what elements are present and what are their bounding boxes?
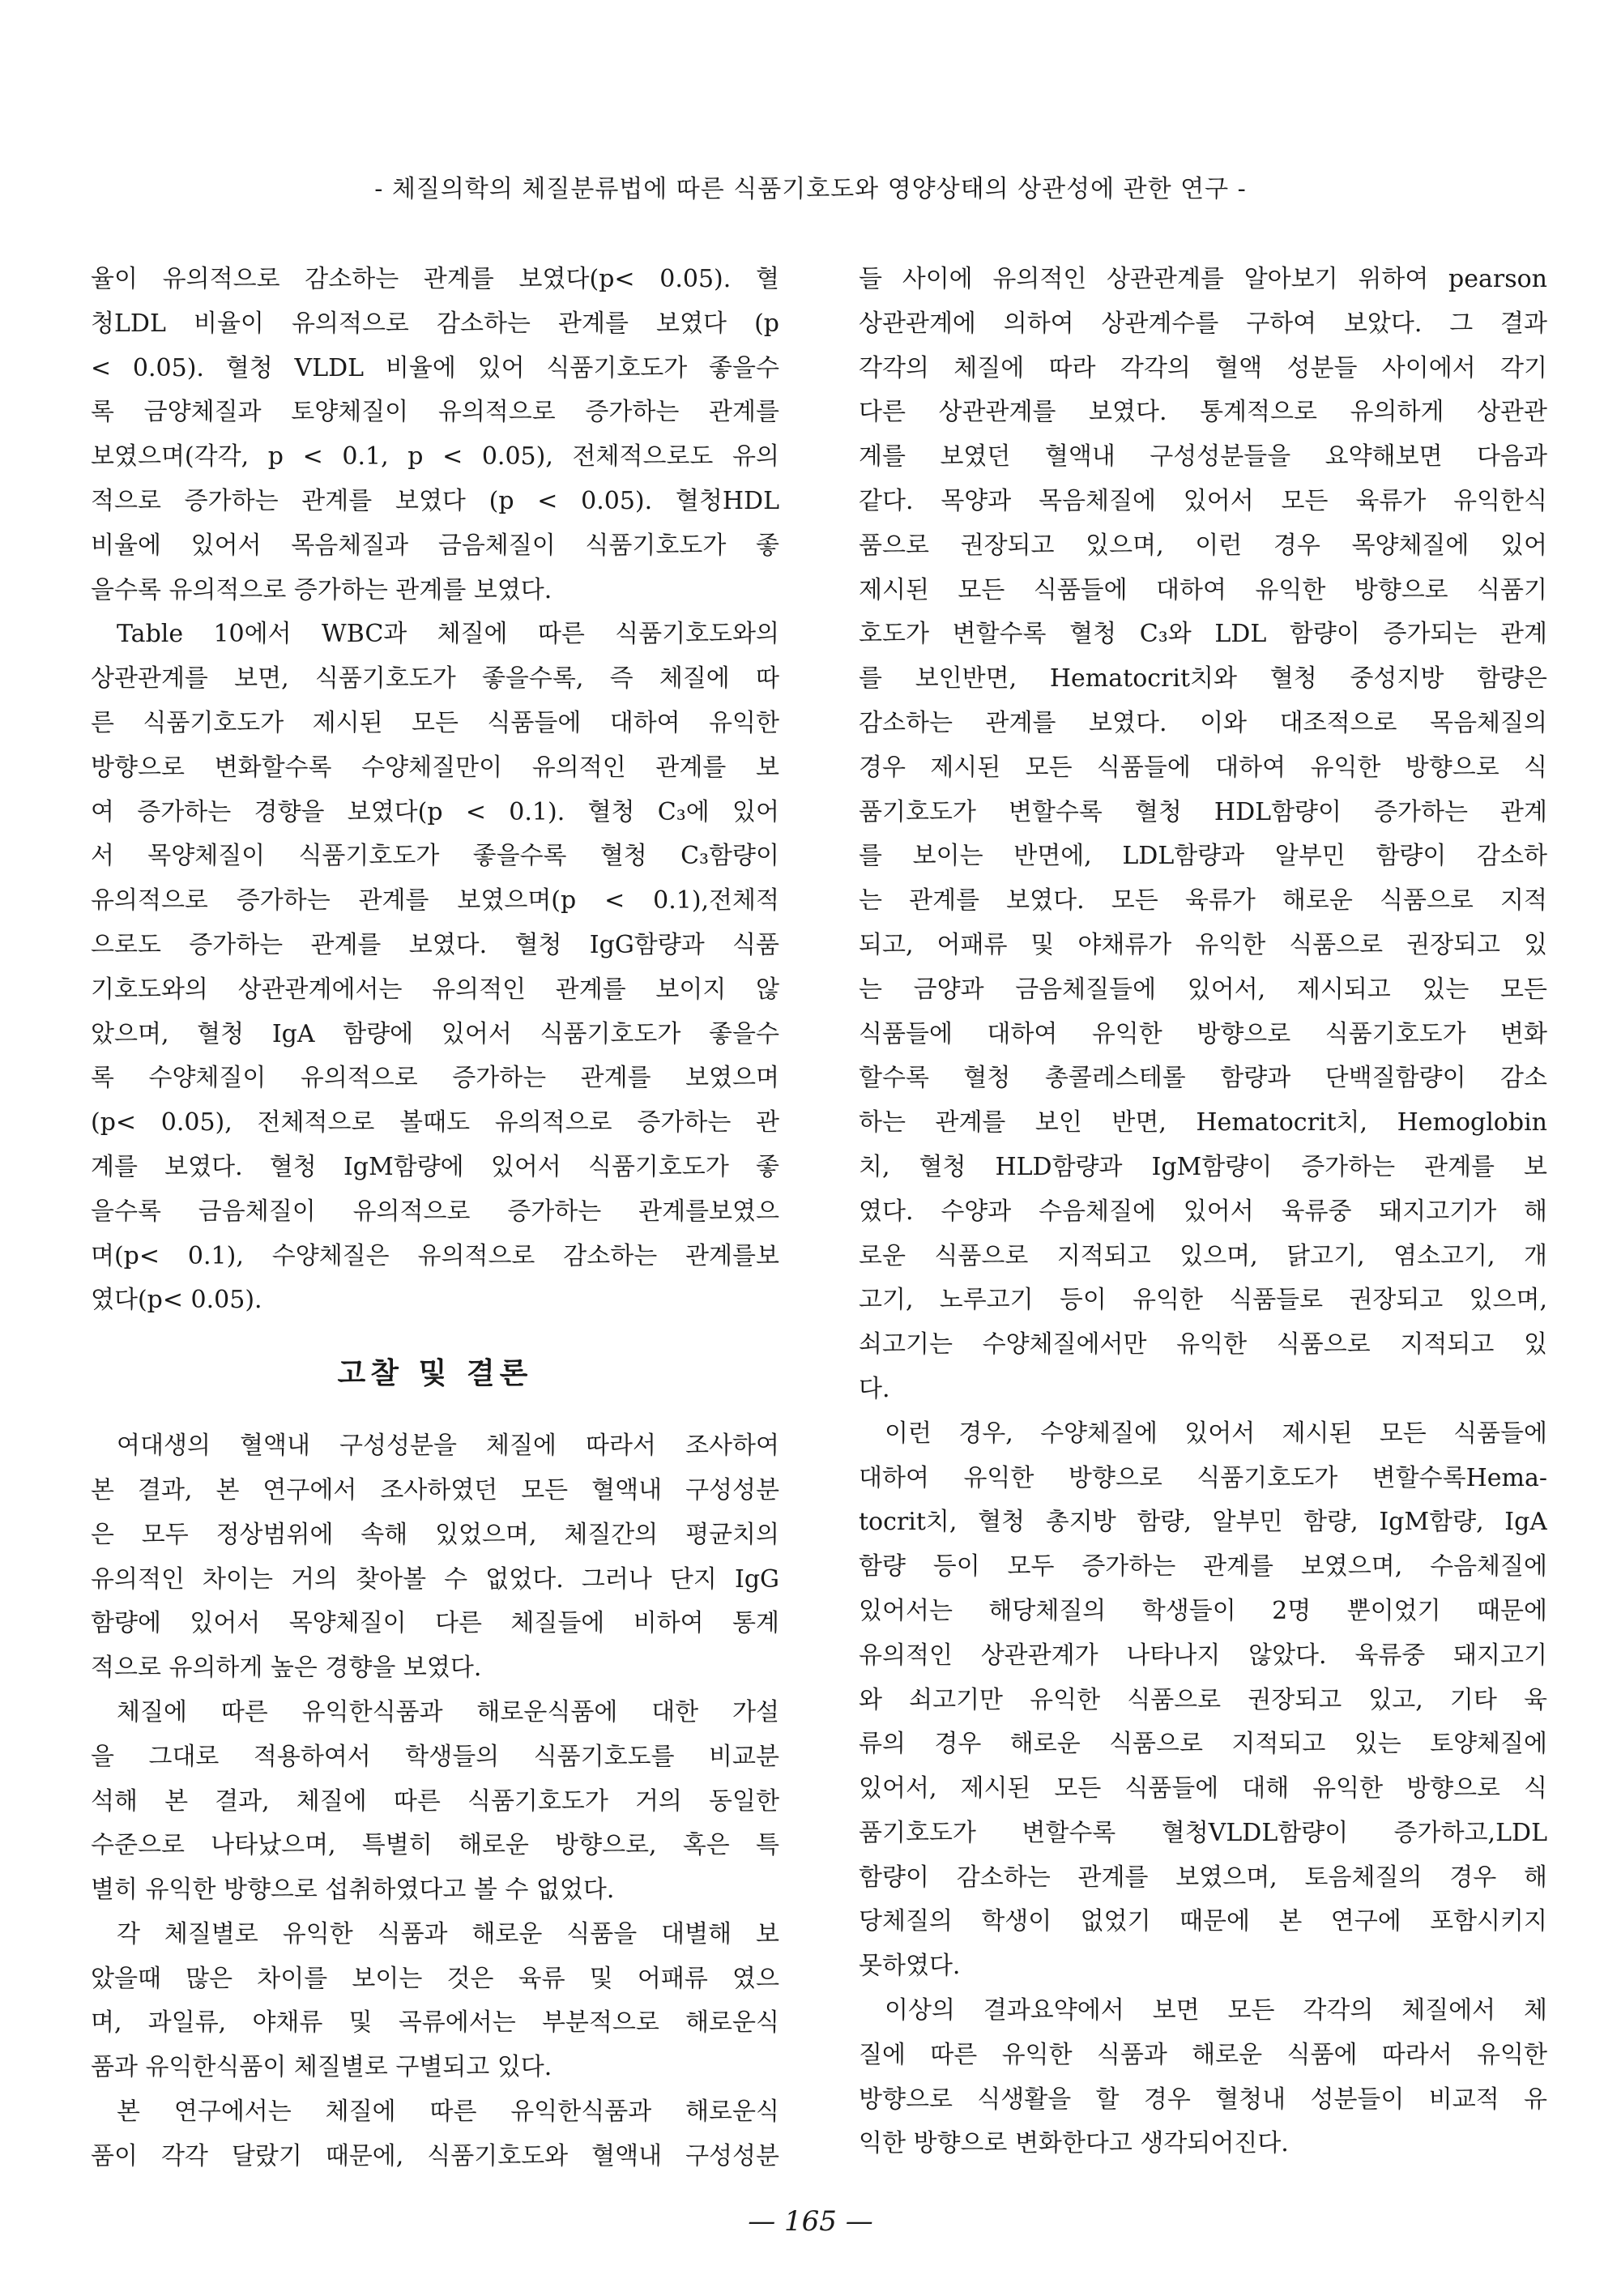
- text-line: 계를 보였던 혈액내 구성성분들을 요약해보면 다음과: [859, 442, 1547, 472]
- paragraph: [859, 1412, 1547, 1989]
- paragraph: [91, 1424, 779, 1691]
- text-line: 며(p< 0.1), 수양체질은 유의적으로 감소하는 관계를보: [91, 1241, 779, 1270]
- text-line: 서 목양체질이 식품기호도가 좋을수록 혈청 C₃함량이: [91, 842, 779, 871]
- text-line: 있어서, 제시된 모든 식품들에 대해 유익한 방향으로 식: [859, 1774, 1547, 1803]
- text-line: 적으로 유의하게 높은 경향을 보였다.: [91, 1654, 482, 1683]
- text-line: 유의적으로 증가하는 관계를 보였으며(p < 0.1),전체적: [91, 886, 779, 915]
- text-line: 고기, 노루고기 등이 유익한 식품들로 권장되고 있으며,: [859, 1286, 1547, 1315]
- text-line: 못하였다.: [859, 1952, 961, 1981]
- text-line: 들 사이에 유의적인 상관관계를 알아보기 위하여 pearson: [859, 265, 1547, 293]
- right-column: [859, 258, 1547, 2166]
- text-line: 상관관계에 의하여 상관계수를 구하여 보았다. 그 결과: [859, 309, 1547, 338]
- text-line: 을수록 금음체질이 유의적으로 증가하는 관계를보였으: [91, 1197, 779, 1226]
- text-line: tocrit치, 혈청 총지방 함량, 알부민 함량, IgM함량, IgA: [859, 1508, 1547, 1537]
- text-line: 을 그대로 적용하여서 학생들의 식품기호도를 비교분: [91, 1742, 779, 1771]
- text-line: 는 금양과 금음체질들에 있어서, 제시되고 있는 모든: [859, 975, 1547, 1004]
- text-line: 으로도 증가하는 관계를 보였다. 혈청 IgG함량과 식품: [91, 930, 779, 959]
- text-line: 여대생의 혈액내 구성성분을 체질에 따라서 조사하여: [117, 1432, 779, 1461]
- text-line: 유의적인 차이는 거의 찾아볼 수 없었다. 그러나 단지 IgG: [91, 1564, 779, 1594]
- text-line: 와 쇠고기만 유익한 식품으로 권장되고 있고, 기타 육: [859, 1685, 1547, 1714]
- text-line: 류의 경우 해로운 식품으로 지적되고 있는 토양체질에: [859, 1730, 1547, 1759]
- text-line: 로운 식품으로 지적되고 있으며, 닭고기, 염소고기, 개: [859, 1241, 1547, 1270]
- text-line: 였다. 수양과 수음체질에 있어서 육류중 돼지고기가 해: [859, 1197, 1547, 1226]
- text-line: 익한 방향으로 변화한다고 생각되어진다.: [859, 2129, 1289, 2158]
- text-line: 록 금양체질과 토양체질이 유의적으로 증가하는 관계를: [91, 398, 779, 427]
- text-line: 되고, 어패류 및 야채류가 유익한 식품으로 권장되고 있: [859, 930, 1547, 959]
- text-line: Table 10에서 WBC과 체질에 따른 식품기호도와의: [117, 620, 779, 649]
- text-line: 경우 제시된 모든 식품들에 대하여 유익한 방향으로 식: [859, 753, 1547, 782]
- text-line: 상관관계를 보면, 식품기호도가 좋을수록, 즉 체질에 따: [91, 664, 779, 693]
- text-line: 치, 혈청 HLD함량과 IgM함량이 증가하는 관계를 보: [859, 1152, 1547, 1181]
- paragraph: [91, 2090, 779, 2179]
- text-line: 하는 관계를 보인 반면, Hematocrit치, Hemoglobin: [859, 1108, 1547, 1137]
- text-line: 식품들에 대하여 유익한 방향으로 식품기호도가 변화: [859, 1019, 1547, 1048]
- text-line: 른 식품기호도가 제시된 모든 식품들에 대하여 유익한: [91, 708, 779, 737]
- text-line: 각각의 체질에 따라 각각의 혈액 성분들 사이에서 각기: [859, 353, 1547, 382]
- text-line: 품으로 권장되고 있으며, 이런 경우 목양체질에 있어: [859, 531, 1547, 560]
- text-line: 대하여 유익한 방향으로 식품기호도가 변할수록Hema-: [859, 1463, 1547, 1492]
- text-line: 질에 따른 유익한 식품과 해로운 식품에 따라서 유익한: [859, 2040, 1547, 2069]
- text-line: 함량에 있어서 목양체질이 다른 체질들에 비하여 통계: [91, 1609, 779, 1638]
- text-line: (p< 0.05), 전체적으로 볼때도 유의적으로 증가하는 관: [91, 1108, 779, 1137]
- text-line: 유의적인 상관관계가 나타나지 않았다. 육류중 돼지고기: [859, 1641, 1547, 1670]
- text-line: 여 증가하는 경향을 보였다(p < 0.1). 혈청 C₃에 있어: [91, 797, 779, 826]
- text-line: 기호도와의 상관관계에서는 유의적인 관계를 보이지 않: [91, 975, 779, 1004]
- text-line: 청LDL 비율이 유의적으로 감소하는 관계를 보였다 (p: [91, 309, 779, 338]
- text-line: 품과 유익한식품이 체질별로 구별되고 있다.: [91, 2053, 552, 2082]
- paragraph: [91, 1691, 779, 1913]
- paragraph: [91, 258, 779, 612]
- text-line: 를 보인반면, Hematocrit치와 혈청 중성지방 함량은: [859, 664, 1547, 693]
- text-line: 았을때 많은 차이를 보이는 것은 육류 및 어패류 였으: [91, 1964, 779, 1993]
- text-line: 본 결과, 본 연구에서 조사하였던 모든 혈액내 구성성분: [91, 1475, 779, 1504]
- text-line: 별히 유익한 방향으로 섭취하였다고 볼 수 없었다.: [91, 1876, 615, 1905]
- text-line: 였다(p< 0.05).: [91, 1286, 262, 1315]
- text-line: 았으며, 혈청 IgA 함량에 있어서 식품기호도가 좋을수: [91, 1019, 779, 1048]
- text-line: 며, 과일류, 야채류 및 곡류에서는 부분적으로 해로운식: [91, 2008, 779, 2038]
- section-title: 고찰 및 결론: [337, 1357, 533, 1391]
- text-line: 방향으로 식생활을 할 경우 혈청내 성분들이 비교적 유: [859, 2085, 1547, 2114]
- text-line: 계를 보였다. 혈청 IgM함량에 있어서 식품기호도가 좋: [91, 1152, 779, 1181]
- text-line: 품기호도가 변할수록 혈청 HDL함량이 증가하는 관계: [859, 797, 1547, 826]
- text-line: 품이 각각 달랐기 때문에, 식품기호도와 혈액내 구성성분: [91, 2141, 779, 2170]
- text-line: 를 보이는 반면에, LDL함량과 알부민 함량이 감소하: [859, 842, 1547, 871]
- text-line: 다른 상관관계를 보였다. 통계적으로 유의하게 상관관: [859, 398, 1547, 427]
- text-line: 체질에 따른 유익한식품과 해로운식품에 대한 가설: [117, 1697, 779, 1726]
- text-line: 감소하는 관계를 보였다. 이와 대조적으로 목음체질의: [859, 708, 1547, 737]
- text-line: 제시된 모든 식품들에 대하여 유익한 방향으로 식품기: [859, 575, 1547, 604]
- text-line: 함량이 감소하는 관계를 보였으며, 토음체질의 경우 해: [859, 1863, 1547, 1892]
- text-line: 적으로 증가하는 관계를 보였다 (p < 0.05). 혈청HDL: [91, 486, 779, 515]
- text-line: 있어서는 해당체질의 학생들이 2명 뿐이었기 때문에: [859, 1596, 1547, 1625]
- page-number: — 165 —: [748, 2205, 873, 2238]
- text-line: 보였으며(각각, p < 0.1, p < 0.05), 전체적으로도 유의: [91, 442, 779, 472]
- text-line: 함량 등이 모두 증가하는 관계를 보였으며, 수음체질에: [859, 1552, 1547, 1581]
- text-line: 쇠고기는 수양체질에서만 유익한 식품으로 지적되고 있: [859, 1330, 1547, 1359]
- running-header: - 체질의학의 체질분류법에 따른 식품기호도와 영양상태의 상관성에 관한 연구 -: [374, 175, 1247, 203]
- text-line: 본 연구에서는 체질에 따른 유익한식품과 해로운식: [117, 2098, 779, 2127]
- text-line: 호도가 변할수록 혈청 C₃와 LDL 함량이 증가되는 관계: [859, 620, 1547, 649]
- text-line: 비율에 있어서 목음체질과 금음체질이 식품기호도가 좋: [91, 531, 779, 560]
- paragraph: [91, 612, 779, 1323]
- text-line: 은 모두 정상범위에 속해 있었으며, 체질간의 평균치의: [91, 1520, 779, 1549]
- text-line: 수준으로 나타났으며, 특별히 해로운 방향으로, 혹은 특: [91, 1831, 779, 1860]
- text-line: 다.: [859, 1374, 890, 1403]
- paragraph: [859, 258, 1547, 1412]
- text-line: 할수록 혈청 총콜레스테롤 함량과 단백질함량이 감소: [859, 1064, 1547, 1093]
- text-line: 당체질의 학생이 없었기 때문에 본 연구에 포함시키지: [859, 1907, 1547, 1936]
- text-line: 록 수양체질이 유의적으로 증가하는 관계를 보였으며: [91, 1064, 779, 1093]
- left-column: [91, 258, 779, 2179]
- text-line: < 0.05). 혈청 VLDL 비율에 있어 식품기호도가 좋을수: [91, 353, 779, 382]
- paragraph: [91, 1913, 779, 2090]
- text-line: 같다. 목양과 목음체질에 있어서 모든 육류가 유익한식: [859, 486, 1547, 515]
- text-line: 품기호도가 변할수록 혈청VLDL함량이 증가하고,LDL: [859, 1818, 1547, 1847]
- text-line: 석해 본 결과, 체질에 따른 식품기호도가 거의 동일한: [91, 1786, 779, 1816]
- text-line: 을수록 유의적으로 증가하는 관계를 보였다.: [91, 575, 552, 604]
- text-line: 율이 유의적으로 감소하는 관계를 보였다(p< 0.05). 혈: [91, 265, 779, 293]
- text-line: 방향으로 변화할수록 수양체질만이 유의적인 관계를 보: [91, 753, 779, 782]
- text-line: 각 체질별로 유익한 식품과 해로운 식품을 대별해 보: [117, 1919, 779, 1948]
- text-line: 이상의 결과요약에서 보면 모든 각각의 체질에서 체: [885, 1996, 1547, 2025]
- text-line: 이런 경우, 수양체질에 있어서 제시된 모든 식품들에: [885, 1419, 1547, 1448]
- paragraph: [859, 1989, 1547, 2166]
- text-line: 는 관계를 보였다. 모든 육류가 해로운 식품으로 지적: [859, 886, 1547, 915]
